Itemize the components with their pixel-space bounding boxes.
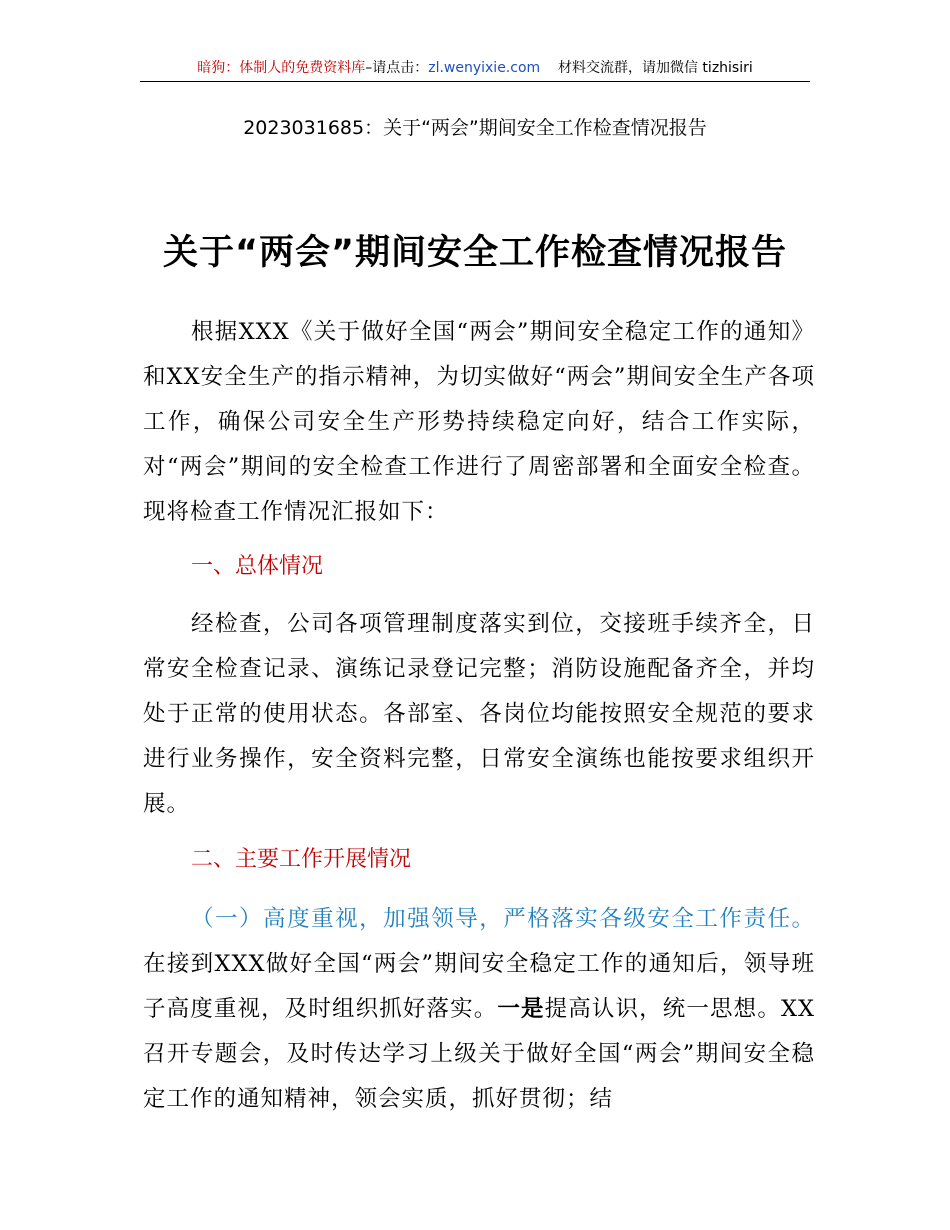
section-2-paragraph	[143, 897, 815, 1122]
page-header	[140, 58, 810, 78]
subsection-1-text-a: 在接到XXX做好全国“两会”期间安全稳定工作的通知后，领导班子高度重视，及时组织抓好落实。	[143, 951, 815, 1022]
header-divider	[140, 81, 810, 82]
header-prompt: –请点击：	[365, 60, 429, 76]
document-reference: 2023031685：关于“两会”期间安全工作检查情况报告	[243, 117, 707, 139]
subsection-1-title: （一）高度重视，加强领导，严格落实各级安全工作责任。	[191, 906, 815, 932]
header-brand: 暗狗：体制人的免费资料库	[197, 60, 366, 76]
intro-paragraph: 根据XXX《关于做好全国“两会”期间安全稳定工作的通知》和XX安全生产的指示精神，为切实做好“两会”期间安全生产各项工作，确保公司安全生产形势持续稳定向好，结合工作实际，对“两会”期间的安全检查工作进行了周密部署和全面安全检查。现将检查工作情况汇报如下：	[143, 319, 815, 525]
document-title: 关于“两会”期间安全工作检查情况报告	[162, 233, 787, 273]
section-2-heading: 二、主要工作开展情况	[191, 847, 412, 872]
section-1-body: 经检查，公司各项管理制度落实到位，交接班手续齐全，日常安全检查记录、演练记录登记完整；消防设施配备齐全，并均处于正常的使用状态。各部室、各岗位均能按照安全规范的要求进行业务操作，安全资料完整，日常安全演练也能按要求组织开展。	[143, 611, 815, 817]
subsection-1-text-b: 提高认识，统一思想。XX召开专题会，及时传达学习上级关于做好全国“两会”期间安全稳定工作的通知精神，领会实质，抓好贯彻；结	[143, 996, 815, 1112]
section-1-heading: 一、总体情况	[191, 554, 324, 579]
subsection-1-bold-lead: 一是	[497, 996, 545, 1022]
header-link[interactable]: zl.wenyixie.com	[428, 60, 541, 76]
header-contact: 材料交流群，请加微信 tizhisiri	[557, 60, 753, 76]
